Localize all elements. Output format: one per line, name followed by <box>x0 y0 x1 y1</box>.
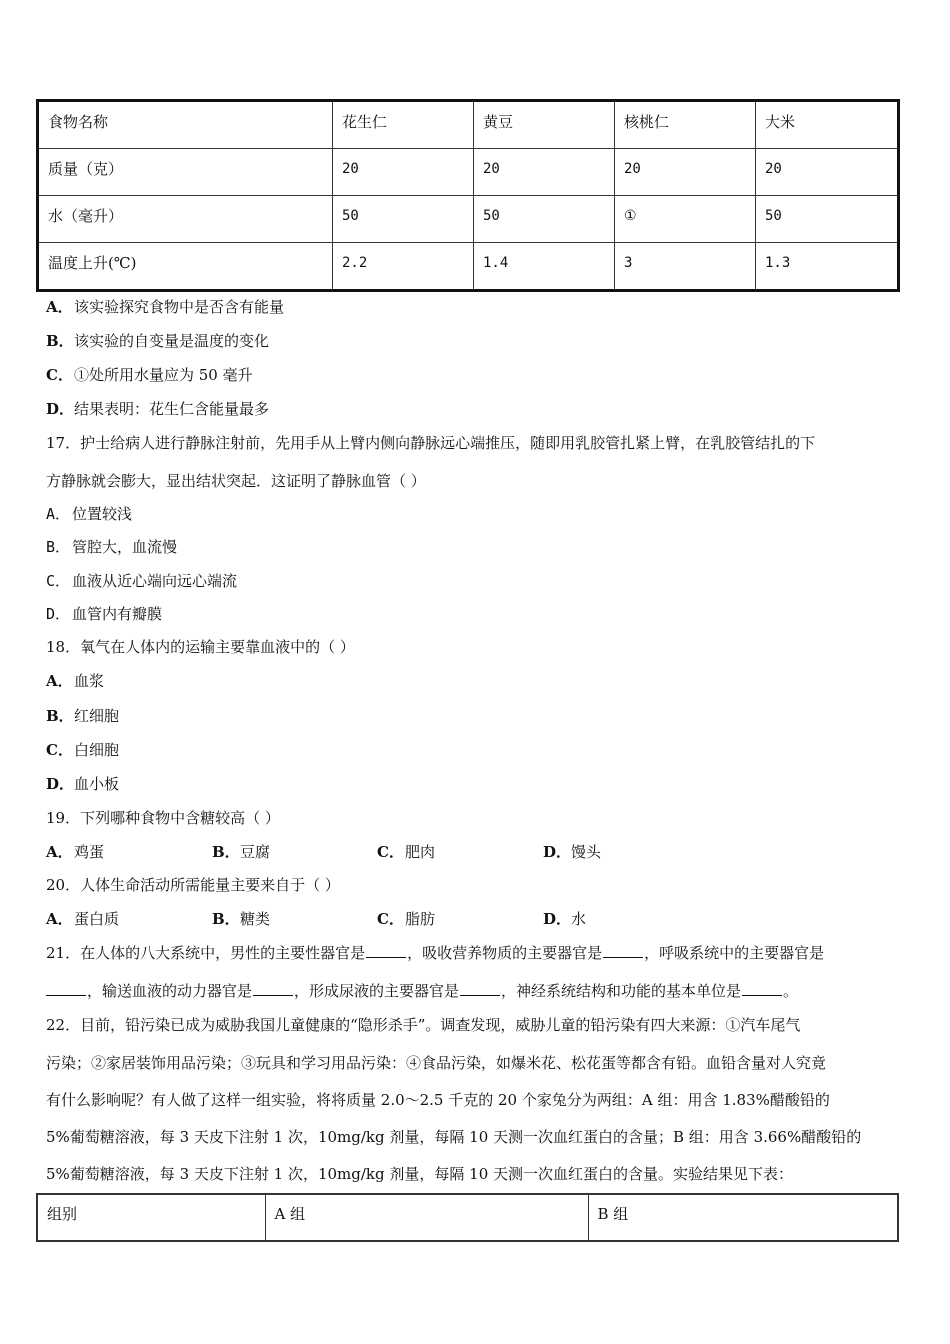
option-b <box>46 331 269 351</box>
table-cell: 20 <box>333 149 474 196</box>
table-row <box>38 243 899 291</box>
header-cell: 花生仁 <box>333 101 474 149</box>
option-label: B． <box>46 538 71 556</box>
table-row <box>38 149 899 196</box>
option-d <box>543 909 586 929</box>
option-c <box>377 842 435 862</box>
answer-blank[interactable] <box>253 981 293 996</box>
option-d <box>543 842 601 862</box>
row-label: 质量（克） <box>38 149 333 196</box>
option-text: 鸡蛋 <box>74 843 105 861</box>
header-cell: 组别 <box>37 1194 265 1241</box>
option-label: A． <box>46 505 71 523</box>
option-a <box>46 671 104 691</box>
question-20-stem: 20．人体生命活动所需能量主要来自于（ ） <box>46 876 340 894</box>
option-a <box>46 909 119 929</box>
option-b <box>46 537 177 557</box>
option-label: C． <box>46 572 71 590</box>
option-b <box>212 909 270 929</box>
table-header-row <box>38 101 899 149</box>
option-text: 蛋白质 <box>74 910 120 928</box>
table-cell: 3 <box>615 243 756 291</box>
option-b <box>212 842 270 862</box>
option-text: 豆腐 <box>240 843 271 861</box>
table-cell: 1.3 <box>756 243 899 291</box>
question-17-stem-line1: 17．护士给病人进行静脉注射前，先用手从上臂内侧向静脉远心端推压，随即用乳胶管扎紧上臂，在乳胶管结扎的下 <box>46 434 816 452</box>
table-cell: 2.2 <box>333 243 474 291</box>
question-22-line: 有什么影响呢？有人做了这样一组实验，将将质量 2.0～2.5 千克的 20 个家兔分为两组：A 组：用含 1.83%醋酸铅的 <box>46 1091 830 1109</box>
option-a <box>46 504 132 524</box>
question-21-text: ，形成尿液的主要器官是 <box>294 982 460 1000</box>
table-cell: 20 <box>474 149 615 196</box>
table-row <box>38 196 899 243</box>
option-text: 血管内有瓣膜 <box>72 605 163 623</box>
answer-blank[interactable] <box>46 981 86 996</box>
option-d <box>46 774 119 794</box>
option-c <box>46 365 253 385</box>
table-cell: 50 <box>474 196 615 243</box>
question-21-text: ，输送血液的动力器官是 <box>87 982 253 1000</box>
question-19-stem: 19．下列哪种食物中含糖较高（ ） <box>46 809 280 827</box>
question-22-line: 5%葡萄糖溶液，每 3 天皮下注射 1 次，10mg/kg 剂量，每隔 10 天测一次血红蛋白的含量；B 组：用含 3.66%醋酸铅的 <box>46 1128 862 1146</box>
table-cell: 20 <box>756 149 899 196</box>
header-cell: A 组 <box>265 1194 588 1241</box>
question-22-line: 22．目前，铅污染已成为威胁我国儿童健康的“隐形杀手”。调查发现，威胁儿童的铅污染有四大来源：①汽车尾气 <box>46 1016 801 1034</box>
header-cell: 核桃仁 <box>615 101 756 149</box>
question-22-line: 污染；②家居装饰用品污染；③玩具和学习用品污染：④食品污染，如爆米花、松花蛋等都含有铅。血铅含量对人究竟 <box>46 1054 827 1072</box>
option-c <box>46 740 119 760</box>
option-label: C． <box>46 741 73 759</box>
question-21-text: ，神经系统结构和功能的基本单位是 <box>501 982 742 1000</box>
option-label: D． <box>46 775 75 793</box>
question-17-stem-line2: 方静脉就会膨大，显出结状突起．这证明了静脉血管（ ） <box>46 472 426 490</box>
option-d <box>46 399 269 419</box>
option-label: B． <box>212 910 240 928</box>
option-text: 该实验的自变量是温度的变化 <box>74 332 270 350</box>
option-label: B． <box>46 332 74 350</box>
option-text: 红细胞 <box>74 707 120 725</box>
table-cell: 50 <box>333 196 474 243</box>
option-label: B． <box>212 843 240 861</box>
option-label: D． <box>543 910 572 928</box>
option-text: 白细胞 <box>74 741 120 759</box>
option-label: A． <box>46 910 73 928</box>
option-text: 馒头 <box>571 843 602 861</box>
option-c <box>377 909 435 929</box>
question-21-line1 <box>46 943 824 963</box>
question-21-text: ，吸收营养物质的主要器官是 <box>407 944 603 962</box>
option-text: 血小板 <box>74 775 120 793</box>
question-21-text: ，呼吸系统中的主要器官是 <box>644 944 825 962</box>
option-a <box>46 297 284 317</box>
option-text: 结果表明：花生仁含能量最多 <box>74 400 270 418</box>
option-d <box>46 604 162 624</box>
header-cell: 黄豆 <box>474 101 615 149</box>
option-label: A． <box>46 298 73 316</box>
question-22-line: 5%葡萄糖溶液，每 3 天皮下注射 1 次，10mg/kg 剂量，每隔 10 天测一次血红蛋白的含量。实验结果见下表： <box>46 1165 794 1183</box>
table-cell: 1.4 <box>474 243 615 291</box>
table-cell: 50 <box>756 196 899 243</box>
option-text: 位置较浅 <box>72 505 133 523</box>
question-21-text: 21．在人体的八大系统中，男性的主要性器官是 <box>46 944 366 962</box>
option-text: 该实验探究食物中是否含有能量 <box>74 298 285 316</box>
question-21-line2 <box>46 981 798 1001</box>
question-21-text: 。 <box>783 982 799 1000</box>
option-b <box>46 706 119 726</box>
option-c <box>46 571 237 591</box>
answer-blank[interactable] <box>366 943 406 958</box>
option-a <box>46 842 104 862</box>
option-text: 血浆 <box>74 672 105 690</box>
answer-blank[interactable] <box>742 981 782 996</box>
row-label: 水（毫升） <box>38 196 333 243</box>
option-label: D． <box>543 843 572 861</box>
option-label: D． <box>46 605 71 623</box>
option-label: A． <box>46 843 73 861</box>
option-text: 脂肪 <box>405 910 436 928</box>
answer-blank[interactable] <box>460 981 500 996</box>
header-cell: B 组 <box>588 1194 898 1241</box>
option-text: 管腔大，血流慢 <box>72 538 178 556</box>
question-20-options <box>46 909 906 929</box>
option-label: D． <box>46 400 75 418</box>
header-cell: 食物名称 <box>38 101 333 149</box>
row-label: 温度上升(℃) <box>38 243 333 291</box>
option-text: 肥肉 <box>405 843 436 861</box>
option-label: B． <box>46 707 74 725</box>
option-label: C． <box>377 910 404 928</box>
table-cell: 20 <box>615 149 756 196</box>
option-label: C． <box>377 843 404 861</box>
answer-blank[interactable] <box>603 943 643 958</box>
table-cell: ① <box>615 196 756 243</box>
group-table <box>36 1193 899 1242</box>
option-label: A． <box>46 672 73 690</box>
option-text: 糖类 <box>240 910 271 928</box>
header-cell: 大米 <box>756 101 899 149</box>
option-text: 水 <box>571 910 587 928</box>
option-label: C． <box>46 366 73 384</box>
question-19-options <box>46 842 906 862</box>
option-text: ①处所用水量应为 50 毫升 <box>74 366 253 384</box>
question-18-stem: 18．氧气在人体内的运输主要靠血液中的（ ） <box>46 638 355 656</box>
option-text: 血液从近心端向远心端流 <box>72 572 238 590</box>
food-energy-table <box>36 99 900 292</box>
table-header-row <box>37 1194 898 1241</box>
